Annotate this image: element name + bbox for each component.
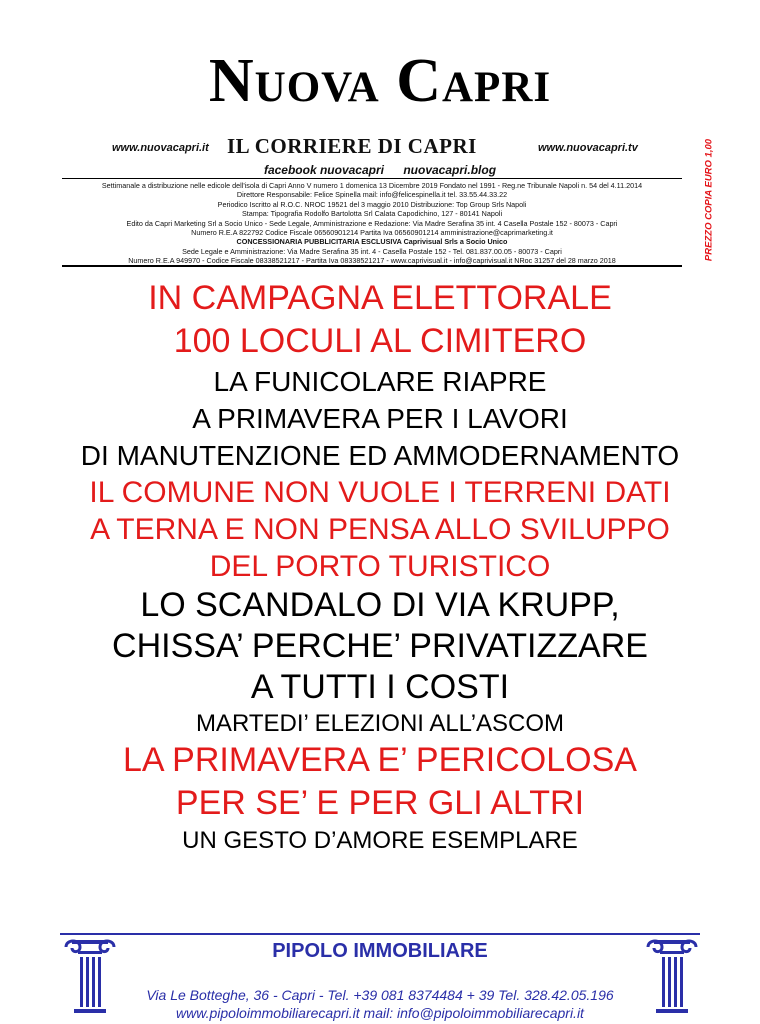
facebook-link[interactable]: facebook nuovacapri <box>263 163 384 177</box>
imprint-line: Stampa: Tipografia Rodolfo Bartolotta Srl Calata Capodichino, 127 - 80141 Napoli <box>241 209 503 219</box>
imprint-block <box>62 181 682 266</box>
headline: A TERNA E NON PENSA ALLO SVILUPPO <box>90 513 670 546</box>
headline: IL COMUNE NON VUOLE I TERRENI DATI <box>89 476 671 509</box>
headline: PER SE’ E PER GLI ALTRI <box>175 784 585 822</box>
headline: CHISSA’ PERCHE’ PRIVATIZZARE <box>112 627 648 665</box>
headline: A PRIMAVERA PER I LAVORI <box>192 403 568 434</box>
price-text: PREZZO COPIA EURO 1,00 <box>703 138 715 262</box>
imprint-top-rule <box>62 178 682 179</box>
headline: DI MANUTENZIONE ED AMMODERNAMENTO <box>80 440 680 471</box>
imprint-line: Sede Legale e Amministrazione: Via Madre Serafina 35 int. 4 - Casella Postale 152 - Tel. 081.837.00.05 - 80073 - Capri <box>182 246 562 256</box>
headline: IN CAMPAGNA ELETTORALE <box>148 279 612 317</box>
masthead-subrow <box>0 134 760 160</box>
headline: LA FUNICOLARE RIAPRE <box>213 366 547 397</box>
imprint-line: Settimanale a distribuzione nelle edicole dell'isola di Capri Anno V numero 1 domenica 13 Dicembre 2019 Fondato nel 1991 - Reg.ne Tribunale Napoli n. 54 del 4.11.2014 <box>101 181 643 190</box>
headlines <box>0 277 760 856</box>
headline: A TUTTI I COSTI <box>250 668 510 706</box>
website-link-it[interactable]: www.nuovacapri.it <box>112 142 209 154</box>
imprint-line: Numero R.E.A 822792 Codice Fiscale 06560901214 Partita Iva 06560901214 amministrazione@caprimarketing.it <box>191 228 553 238</box>
footer-rule <box>60 933 700 935</box>
advertiser-address: Via Le Botteghe, 36 - Capri - Tel. +39 081 8374484 + 39 Tel. 328.42.05.196 <box>146 987 614 1003</box>
headline: 100 LOCULI AL CIMITERO <box>173 322 587 360</box>
headline: LA PRIMAVERA E’ PERICOLOSA <box>123 741 637 779</box>
headline: DEL PORTO TURISTICO <box>209 550 551 583</box>
imprint-bottom-rule <box>62 265 682 267</box>
masthead-title: Nuova Capri <box>208 47 552 115</box>
price-label <box>702 132 716 268</box>
imprint-line: Direttore Responsabile: Felice Spinella mail: info@felicespinella.it tel. 33.55.44.33.22 <box>236 190 508 200</box>
imprint-line: Numero R.E.A 949970 - Codice Fiscale 08338521217 - Partita Iva 08338521217 - www.caprivisual.it - info@caprivisual.it NRoc 31257 del 28 marzo 2018 <box>128 256 616 266</box>
imprint-line: CONCESSIONARIA PUBBLICITARIA ESCLUSIVA Caprivisual Srls a Socio Unico <box>236 237 508 247</box>
social-row <box>0 163 760 177</box>
imprint-line: Edito da Capri Marketing Srl a Socio Unico - Sede Legale, Amministrazione e Redazione: Via Madre Serafina 35 int. 4 Casella Postale 152 - 80073 - Capri <box>126 218 618 228</box>
advertiser-name: PIPOLO IMMOBILIARE <box>272 940 488 962</box>
website-link-tv[interactable]: www.nuovacapri.tv <box>538 142 638 154</box>
blog-link[interactable]: nuovacapri.blog <box>403 163 497 177</box>
headline: MARTEDI’ ELEZIONI ALL’ASCOM <box>195 710 565 737</box>
headline: UN GESTO D’AMORE ESEMPLARE <box>182 827 578 854</box>
imprint-line: Periodico Iscritto al R.O.C. NROC 19521 del 3 maggio 2010 Distribuzione: Top Group Srls Napoli <box>217 199 527 209</box>
headline: LO SCANDALO DI VIA KRUPP, <box>140 586 620 624</box>
advertiser-web[interactable]: www.pipoloimmobiliarecapri.it mail: info@pipoloimmobiliarecapri.it <box>176 1005 584 1021</box>
masthead-subtitle: IL CORRIERE DI CAPRI <box>227 134 477 158</box>
